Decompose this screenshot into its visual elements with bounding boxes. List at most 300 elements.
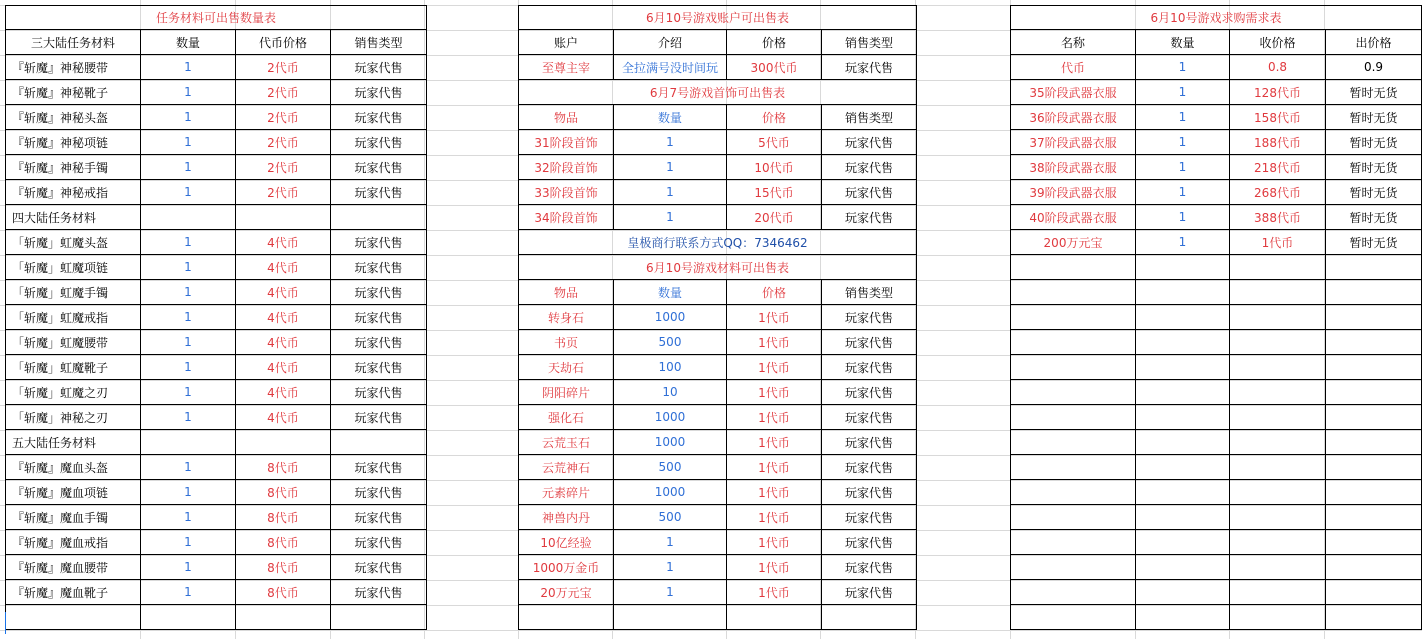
demand-sell-price: 暂时无货 (1349, 110, 1398, 125)
demand-qty: 1 (1136, 105, 1230, 129)
demand-empty-row (1011, 305, 1421, 330)
accounts-title: 6月10号游戏账户可出售表 (646, 11, 789, 25)
empty-cell[interactable] (1011, 580, 1136, 604)
material-qty: 1 (141, 130, 236, 154)
accounts-header-row (519, 30, 916, 55)
material-type: 玩家代售 (354, 235, 403, 250)
empty-cell[interactable] (1230, 580, 1326, 604)
demand-sell-price: 暂时无货 (1349, 185, 1398, 200)
material-price: 4代币 (236, 380, 331, 404)
demand-qty: 1 (1136, 155, 1230, 179)
game-material-price: 1代币 (727, 430, 822, 454)
accessory-price: 20代币 (727, 205, 822, 229)
material-type: 玩家代售 (354, 60, 403, 75)
material-row[interactable] (6, 505, 426, 530)
demand-empty-row (1011, 455, 1421, 480)
empty-cell[interactable] (1230, 605, 1326, 629)
material-qty: 1 (141, 355, 236, 379)
material-price: 2代币 (236, 105, 331, 129)
empty-cell[interactable] (1326, 405, 1421, 429)
material-qty: 1 (141, 80, 236, 104)
demand-qty: 1 (1136, 130, 1230, 154)
material-name: 「斩魔」虹魔腰带 (6, 330, 141, 354)
material-price: 8代币 (236, 555, 331, 579)
material-type: 玩家代售 (354, 285, 403, 300)
accessory-price: 5代币 (727, 130, 822, 154)
demand-buy-price: 218代币 (1230, 155, 1326, 179)
material-name: 『斩魔』魔血戒指 (6, 530, 141, 554)
game-material-qty: 100 (614, 355, 727, 379)
demand-row[interactable] (1011, 180, 1421, 205)
demand-qty: 1 (1136, 80, 1230, 104)
empty-cell[interactable] (1230, 330, 1326, 354)
empty-cell[interactable] (1326, 280, 1421, 304)
material-qty: 1 (141, 230, 236, 254)
empty-cell[interactable] (236, 430, 331, 454)
material-price: 4代币 (236, 230, 331, 254)
material-row[interactable] (6, 555, 426, 580)
accessory-name: 33阶段首饰 (519, 180, 614, 204)
accessory-name: 32阶段首饰 (519, 155, 614, 179)
accessory-row[interactable] (519, 205, 916, 230)
empty-cell[interactable] (1326, 580, 1421, 604)
game-material-qty: 500 (614, 330, 727, 354)
demand-sell-price: 暂时无货 (1349, 235, 1398, 250)
empty-cell[interactable] (141, 205, 236, 229)
material-row[interactable] (6, 480, 426, 505)
demand-row[interactable] (1011, 205, 1421, 230)
material-price: 4代币 (236, 255, 331, 279)
demand-name: 35阶段武器衣服 (1011, 80, 1136, 104)
empty-cell[interactable] (1011, 555, 1136, 579)
empty-cell[interactable] (141, 430, 236, 454)
game-material-row[interactable] (519, 330, 916, 355)
empty-cell[interactable] (1230, 505, 1326, 529)
demand-buy-price: 188代币 (1230, 130, 1326, 154)
material-row[interactable] (6, 330, 426, 355)
material-type: 玩家代售 (354, 160, 403, 175)
demand-row[interactable] (1011, 130, 1421, 155)
game-materials-header-item: 物品 (519, 280, 614, 304)
accessory-row[interactable] (519, 155, 916, 180)
demand-name: 37阶段武器衣服 (1011, 130, 1136, 154)
game-material-row[interactable] (519, 380, 916, 405)
demand-row[interactable] (1011, 155, 1421, 180)
demand-header-sell: 出价格 (1355, 35, 1392, 50)
empty-cell[interactable] (1136, 455, 1230, 479)
game-material-qty: 1000 (614, 305, 727, 329)
material-name: 『斩魔』魔血腰带 (6, 555, 141, 579)
empty-cell[interactable] (1136, 330, 1230, 354)
accessory-price: 10代币 (727, 155, 822, 179)
accounts-header-type: 销售类型 (844, 35, 893, 50)
demand-empty-row (1011, 530, 1421, 555)
material-name: 『斩魔』魔血项链 (6, 480, 141, 504)
game-material-name: 10亿经验 (519, 530, 614, 554)
game-material-price: 1代币 (727, 380, 822, 404)
empty-cell[interactable] (1326, 330, 1421, 354)
material-row[interactable] (6, 105, 426, 130)
empty-cell[interactable] (1326, 355, 1421, 379)
accounts-header-price: 价格 (727, 30, 822, 54)
game-material-qty: 1 (614, 555, 727, 579)
material-name: 『斩魔』魔血手镯 (6, 505, 141, 529)
material-name: 『斩魔』魔血头盔 (6, 455, 141, 479)
material-type: 玩家代售 (354, 360, 403, 375)
empty-cell[interactable] (1230, 530, 1326, 554)
material-row[interactable] (6, 405, 426, 430)
demand-qty: 1 (1136, 180, 1230, 204)
material-qty: 1 (141, 380, 236, 404)
demand-name: 200万元宝 (1011, 230, 1136, 254)
empty-cell[interactable] (236, 205, 331, 229)
empty-cell[interactable] (1011, 280, 1136, 304)
accessory-type: 玩家代售 (844, 210, 893, 225)
game-material-row[interactable] (519, 355, 916, 380)
empty-cell[interactable] (1136, 530, 1230, 554)
empty-cell[interactable] (1011, 330, 1136, 354)
material-price: 8代币 (236, 580, 331, 604)
material-row[interactable] (6, 355, 426, 380)
empty-cell[interactable] (1326, 505, 1421, 529)
game-material-row[interactable] (519, 305, 916, 330)
game-material-price: 1代币 (727, 580, 822, 604)
materials-table (5, 5, 427, 630)
empty-cell[interactable] (1011, 305, 1136, 329)
material-row[interactable] (6, 130, 426, 155)
empty-cell[interactable] (331, 430, 426, 454)
game-material-name: 强化石 (519, 405, 614, 429)
accounts-title-row (519, 5, 916, 30)
materials-header-row (6, 30, 426, 55)
game-material-qty: 1000 (614, 405, 727, 429)
accessory-price: 15代币 (727, 180, 822, 204)
game-material-type: 玩家代售 (844, 585, 893, 600)
accessory-name: 34阶段首饰 (519, 205, 614, 229)
empty-cell[interactable] (614, 605, 727, 629)
game-material-qty: 500 (614, 505, 727, 529)
material-row[interactable] (6, 230, 426, 255)
material-row[interactable] (6, 380, 426, 405)
demand-row[interactable] (1011, 105, 1421, 130)
account-row[interactable] (519, 55, 916, 80)
game-material-type: 玩家代售 (844, 485, 893, 500)
game-materials-header-row (519, 280, 916, 305)
material-row[interactable] (6, 455, 426, 480)
material-row[interactable] (6, 180, 426, 205)
materials-header-qty: 数量 (141, 30, 236, 54)
demand-table (1010, 5, 1422, 630)
demand-empty-row (1011, 330, 1421, 355)
game-material-name: 神兽内丹 (519, 505, 614, 529)
material-name: 『斩魔』神秘项链 (6, 130, 141, 154)
contact-info: 皇极商行联系方式QQ：7346462 (627, 235, 808, 250)
accessory-qty: 1 (614, 205, 727, 229)
empty-cell[interactable] (1136, 380, 1230, 404)
material-name: 「斩魔」神秘之刃 (6, 405, 141, 429)
material-name: 『斩魔』神秘靴子 (6, 80, 141, 104)
game-material-type: 玩家代售 (844, 560, 893, 575)
material-name: 「斩魔」虹魔头盔 (6, 230, 141, 254)
material-qty: 1 (141, 305, 236, 329)
empty-cell[interactable] (236, 605, 331, 629)
account-price: 300代币 (727, 55, 822, 79)
material-qty: 1 (141, 55, 236, 79)
material-type: 玩家代售 (354, 535, 403, 550)
material-qty: 1 (141, 580, 236, 604)
accessories-header-row (519, 105, 916, 130)
demand-buy-price: 0.8 (1230, 55, 1326, 79)
material-type: 玩家代售 (354, 185, 403, 200)
demand-empty-row (1011, 605, 1421, 630)
material-qty: 1 (141, 505, 236, 529)
empty-cell[interactable] (1011, 380, 1136, 404)
game-material-row[interactable] (519, 455, 916, 480)
empty-cell[interactable] (1230, 255, 1326, 279)
empty-cell[interactable] (141, 605, 236, 629)
accessories-header-type: 销售类型 (844, 110, 893, 125)
empty-cell[interactable] (1011, 405, 1136, 429)
demand-title-row (1011, 5, 1421, 30)
material-row[interactable] (6, 80, 426, 105)
material-qty: 1 (141, 255, 236, 279)
demand-sell-price: 暂时无货 (1349, 210, 1398, 225)
empty-cell[interactable] (1326, 305, 1421, 329)
demand-qty: 1 (1136, 205, 1230, 229)
game-material-type: 玩家代售 (844, 510, 893, 525)
demand-empty-row (1011, 405, 1421, 430)
material-name: 『斩魔』神秘头盔 (6, 105, 141, 129)
demand-qty: 1 (1136, 230, 1230, 254)
game-material-row[interactable] (519, 430, 916, 455)
game-material-row[interactable] (519, 405, 916, 430)
middle-tables (518, 5, 917, 630)
game-material-row[interactable] (519, 530, 916, 555)
game-material-name: 阴阳碎片 (519, 380, 614, 404)
material-type: 玩家代售 (354, 585, 403, 600)
accessory-row[interactable] (519, 130, 916, 155)
section-label: 五大陆任务材料 (6, 430, 141, 454)
empty-cell[interactable] (1011, 505, 1136, 529)
empty-cell[interactable] (1136, 580, 1230, 604)
game-material-name: 转身石 (519, 305, 614, 329)
material-name: 「斩魔」虹魔戒指 (6, 305, 141, 329)
accessory-qty: 1 (614, 130, 727, 154)
demand-empty-row (1011, 255, 1421, 280)
empty-cell[interactable] (1011, 430, 1136, 454)
game-material-price: 1代币 (727, 530, 822, 554)
game-material-type: 玩家代售 (844, 360, 893, 375)
empty-cell[interactable] (1230, 305, 1326, 329)
empty-cell[interactable] (1136, 255, 1230, 279)
game-materials-header-type: 销售类型 (844, 285, 893, 300)
demand-row[interactable] (1011, 55, 1421, 80)
game-material-price: 1代币 (727, 355, 822, 379)
demand-empty-row (1011, 430, 1421, 455)
empty-cell[interactable] (1136, 430, 1230, 454)
demand-buy-price: 1代币 (1230, 230, 1326, 254)
account-type: 玩家代售 (844, 60, 893, 75)
game-material-type: 玩家代售 (844, 435, 893, 450)
material-name: 『斩魔』神秘戒指 (6, 180, 141, 204)
empty-cell[interactable] (331, 605, 426, 629)
material-price: 2代币 (236, 155, 331, 179)
material-price: 8代币 (236, 480, 331, 504)
material-type: 玩家代售 (354, 410, 403, 425)
material-row[interactable] (6, 280, 426, 305)
material-qty: 1 (141, 530, 236, 554)
empty-cell[interactable] (1136, 480, 1230, 504)
game-material-name: 1000万金币 (519, 555, 614, 579)
material-type: 玩家代售 (354, 85, 403, 100)
account-name: 至尊主宰 (519, 55, 614, 79)
game-material-type: 玩家代售 (844, 335, 893, 350)
material-row[interactable] (6, 305, 426, 330)
material-type: 玩家代售 (354, 110, 403, 125)
empty-cell[interactable] (1136, 355, 1230, 379)
game-material-price: 1代币 (727, 305, 822, 329)
material-price: 2代币 (236, 55, 331, 79)
game-material-price: 1代币 (727, 330, 822, 354)
accessories-header-qty: 数量 (614, 105, 727, 129)
game-materials-header-price: 价格 (727, 280, 822, 304)
demand-header-name: 名称 (1011, 30, 1136, 54)
material-row[interactable] (6, 530, 426, 555)
material-name: 「斩魔」虹魔手镯 (6, 280, 141, 304)
material-qty: 1 (141, 555, 236, 579)
material-qty: 1 (141, 405, 236, 429)
empty-cell[interactable] (1326, 555, 1421, 579)
materials-title-row (6, 5, 426, 30)
game-material-price: 1代币 (727, 480, 822, 504)
empty-cell[interactable] (727, 605, 822, 629)
demand-row[interactable] (1011, 80, 1421, 105)
empty-cell[interactable] (1230, 480, 1326, 504)
materials-header-name: 三大陆任务材料 (6, 30, 141, 54)
material-qty: 1 (141, 330, 236, 354)
accessory-name: 31阶段首饰 (519, 130, 614, 154)
grid-row-line (0, 630, 1422, 631)
empty-cell[interactable] (1230, 430, 1326, 454)
material-price: 4代币 (236, 305, 331, 329)
empty-cell[interactable] (1136, 280, 1230, 304)
material-row[interactable] (6, 255, 426, 280)
empty-cell[interactable] (1136, 405, 1230, 429)
empty-cell[interactable] (1230, 555, 1326, 579)
material-price: 8代币 (236, 505, 331, 529)
material-name: 『斩魔』魔血靴子 (6, 580, 141, 604)
demand-header-qty: 数量 (1136, 30, 1230, 54)
section-row[interactable] (6, 205, 426, 230)
empty-cell[interactable] (1326, 605, 1421, 629)
demand-buy-price: 128代币 (1230, 80, 1326, 104)
demand-empty-row (1011, 580, 1421, 605)
material-price: 4代币 (236, 330, 331, 354)
game-materials-title: 6月10号游戏材料可出售表 (646, 260, 789, 275)
game-material-qty: 1000 (614, 430, 727, 454)
empty-cell[interactable] (1326, 255, 1421, 279)
accessory-qty: 1 (614, 155, 727, 179)
material-price: 8代币 (236, 455, 331, 479)
material-price: 2代币 (236, 80, 331, 104)
material-qty: 1 (141, 455, 236, 479)
game-material-type: 玩家代售 (844, 385, 893, 400)
material-name: 「斩魔」虹魔项链 (6, 255, 141, 279)
demand-name: 40阶段武器衣服 (1011, 205, 1136, 229)
contact-row (519, 230, 916, 255)
material-row[interactable] (6, 55, 426, 80)
empty-cell[interactable] (1230, 280, 1326, 304)
empty-cell[interactable] (822, 605, 916, 629)
game-material-type: 玩家代售 (844, 310, 893, 325)
empty-cell[interactable] (1326, 480, 1421, 504)
empty-cell[interactable] (1326, 380, 1421, 404)
game-material-type: 玩家代售 (844, 535, 893, 550)
empty-cell[interactable] (1011, 455, 1136, 479)
material-type: 玩家代售 (354, 560, 403, 575)
empty-cell[interactable] (1136, 555, 1230, 579)
game-materials-header-qty: 数量 (614, 280, 727, 304)
game-material-price: 1代币 (727, 405, 822, 429)
demand-name: 36阶段武器衣服 (1011, 105, 1136, 129)
material-price: 4代币 (236, 280, 331, 304)
empty-cell[interactable] (1230, 355, 1326, 379)
game-material-row[interactable] (519, 580, 916, 605)
empty-cell[interactable] (1230, 380, 1326, 404)
material-type: 玩家代售 (354, 385, 403, 400)
empty-cell[interactable] (1011, 480, 1136, 504)
empty-cell[interactable] (1011, 355, 1136, 379)
game-material-row[interactable] (519, 555, 916, 580)
empty-cell[interactable] (1011, 530, 1136, 554)
demand-name: 38阶段武器衣服 (1011, 155, 1136, 179)
empty-cell[interactable] (1230, 405, 1326, 429)
material-row[interactable] (6, 155, 426, 180)
material-price: 4代币 (236, 355, 331, 379)
game-materials-title-row (519, 255, 916, 280)
empty-cell[interactable] (1136, 605, 1230, 629)
section-row[interactable] (6, 430, 426, 455)
empty-cell[interactable] (1011, 605, 1136, 629)
demand-row[interactable] (1011, 230, 1421, 255)
empty-cell[interactable] (1230, 455, 1326, 479)
empty-cell[interactable] (6, 605, 141, 629)
game-material-row[interactable] (519, 480, 916, 505)
game-material-name: 云荒玉石 (519, 430, 614, 454)
empty-cell[interactable] (331, 205, 426, 229)
empty-cell[interactable] (1136, 305, 1230, 329)
material-type: 玩家代售 (354, 260, 403, 275)
empty-cell[interactable] (1011, 255, 1136, 279)
game-material-qty: 1 (614, 580, 727, 604)
accessory-type: 玩家代售 (844, 160, 893, 175)
empty-cell[interactable] (1326, 430, 1421, 454)
game-material-row[interactable] (519, 505, 916, 530)
game-material-price: 1代币 (727, 505, 822, 529)
material-type: 玩家代售 (354, 460, 403, 475)
empty-cell[interactable] (1326, 530, 1421, 554)
section-label: 四大陆任务材料 (6, 205, 141, 229)
empty-cell[interactable] (1136, 505, 1230, 529)
material-row[interactable] (6, 580, 426, 605)
demand-sell-price: 暂时无货 (1349, 160, 1398, 175)
account-intro: 全拉满号没时间玩 (614, 55, 727, 79)
accessory-row[interactable] (519, 180, 916, 205)
empty-cell[interactable] (1326, 455, 1421, 479)
game-material-name: 20万元宝 (519, 580, 614, 604)
empty-cell[interactable] (519, 605, 614, 629)
accessories-title-row (519, 80, 916, 105)
